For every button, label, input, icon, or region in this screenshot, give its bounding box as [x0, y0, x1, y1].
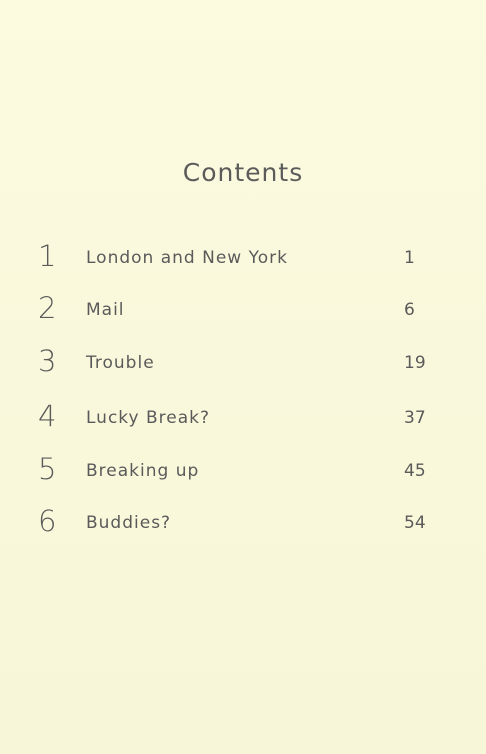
toc-entry: [0, 238, 486, 278]
chapter-page-number: 1: [404, 248, 415, 268]
toc-entry: [0, 451, 486, 491]
toc-entry: [0, 503, 486, 543]
chapter-page-number: 37: [404, 408, 426, 428]
toc-entry: [0, 290, 486, 330]
chapter-page-number: 6: [404, 300, 415, 320]
chapter-title: London and New York: [86, 248, 288, 268]
chapter-title: Buddies?: [86, 513, 172, 533]
chapter-number: 1: [38, 239, 57, 273]
chapter-page-number: 19: [404, 353, 426, 373]
chapter-number: 5: [38, 452, 57, 486]
chapter-title: Trouble: [86, 353, 155, 373]
chapter-page-number: 45: [404, 461, 426, 481]
toc-entry: [0, 343, 486, 383]
toc-entry: [0, 398, 486, 438]
chapter-number: 3: [38, 344, 57, 378]
chapter-number: 4: [38, 399, 57, 433]
page-title: Contents: [182, 158, 304, 187]
chapter-number: 2: [38, 291, 57, 325]
chapter-number: 6: [38, 504, 57, 538]
chapter-title: Breaking up: [86, 461, 200, 481]
chapter-title: Lucky Break?: [86, 408, 211, 428]
chapter-page-number: 54: [404, 513, 426, 533]
chapter-title: Mail: [86, 300, 125, 320]
